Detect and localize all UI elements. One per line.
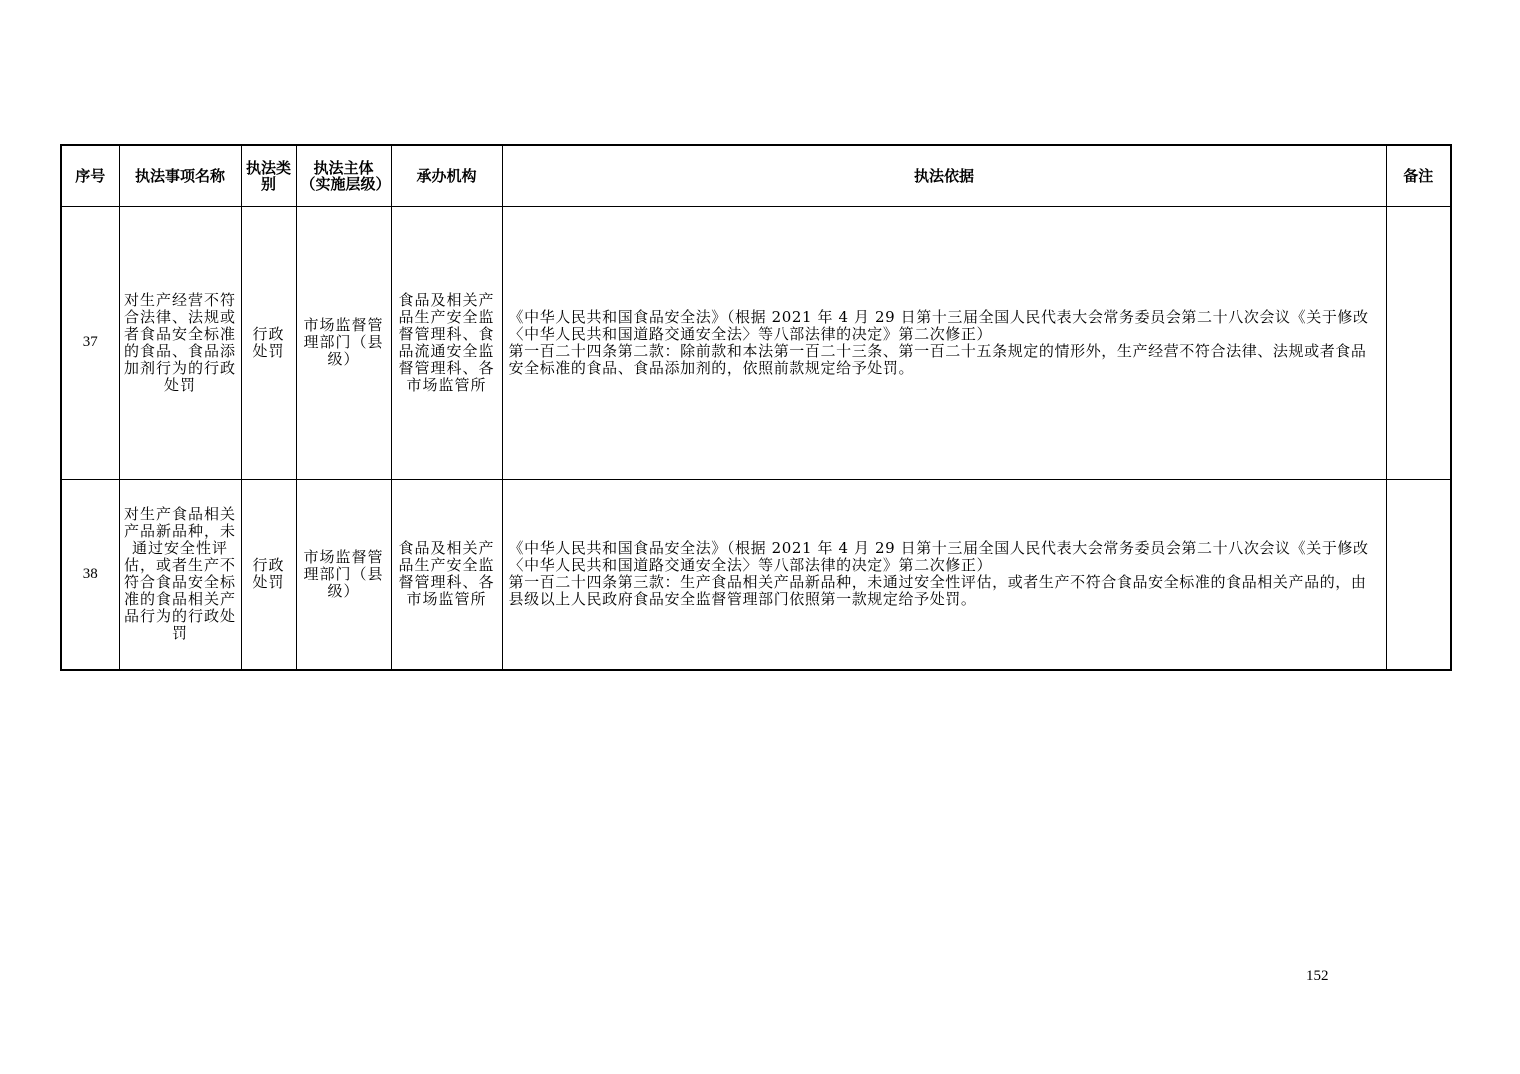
header-name: 执法事项名称 — [119, 145, 241, 206]
enforcement-table — [60, 144, 1452, 671]
row-basis — [502, 479, 1386, 670]
table-row — [61, 479, 1451, 670]
row-org: 食品及相关产品生产安全监督管理科、各市场监管所 — [391, 479, 502, 670]
row-category: 行政处罚 — [241, 479, 296, 670]
row-seq: 37 — [61, 206, 119, 479]
page-number: 152 — [1306, 968, 1329, 984]
row-basis — [502, 206, 1386, 479]
row-item-name: 对生产经营不符合法律、法规或者食品安全标准的食品、食品添加剂行为的行政处罚 — [119, 206, 241, 479]
row-subject: 市场监督管理部门（县级） — [296, 479, 391, 670]
row-category: 行政处罚 — [241, 206, 296, 479]
row-subject: 市场监督管理部门（县级） — [296, 206, 391, 479]
header-basis: 执法依据 — [502, 145, 1386, 206]
table-row — [61, 206, 1451, 479]
header-row — [61, 145, 1451, 206]
row-remark — [1386, 206, 1451, 479]
basis-clause: 第一百二十四条第三款：生产食品相关产品新品种，未通过安全性评估，或者生产不符合食品安全标准的食品相关产品的，由县级以上人民政府食品安全监督管理部门依照第一款规定给予处罚。 — [508, 573, 1367, 609]
row-seq: 38 — [61, 479, 119, 670]
basis-clause: 第一百二十四条第二款：除前款和本法第一百二十三条、第一百二十五条规定的情形外，生产经营不符合法律、法规或者食品安全标准的食品、食品添加剂的，依照前款规定给予处罚。 — [508, 341, 1367, 377]
header-seq: 序号 — [61, 145, 119, 206]
header-remark: 备注 — [1386, 145, 1451, 206]
basis-law: 《中华人民共和国食品安全法》（根据 2021 年 4 月 29 日第十三届全国人民代表大会常务委员会第二十八次会议《关于修改〈中华人民共和国道路交通安全法〉等八部法律的决定》第二次修正） — [508, 539, 1369, 575]
basis-law: 《中华人民共和国食品安全法》（根据 2021 年 4 月 29 日第十三届全国人民代表大会常务委员会第二十八次会议《关于修改〈中华人民共和国道路交通安全法〉等八部法律的决定》第二次修正） — [508, 307, 1369, 343]
header-category: 执法类别 — [241, 145, 296, 206]
row-item-name: 对生产食品相关产品新品种，未通过安全性评估，或者生产不符合食品安全标准的食品相关产品行为的行政处罚 — [119, 479, 241, 670]
header-org: 承办机构 — [391, 145, 502, 206]
header-subject: 执法主体（实施层级） — [296, 145, 391, 206]
row-org: 食品及相关产品生产安全监督管理科、食品流通安全监督管理科、各市场监管所 — [391, 206, 502, 479]
row-remark — [1386, 479, 1451, 670]
